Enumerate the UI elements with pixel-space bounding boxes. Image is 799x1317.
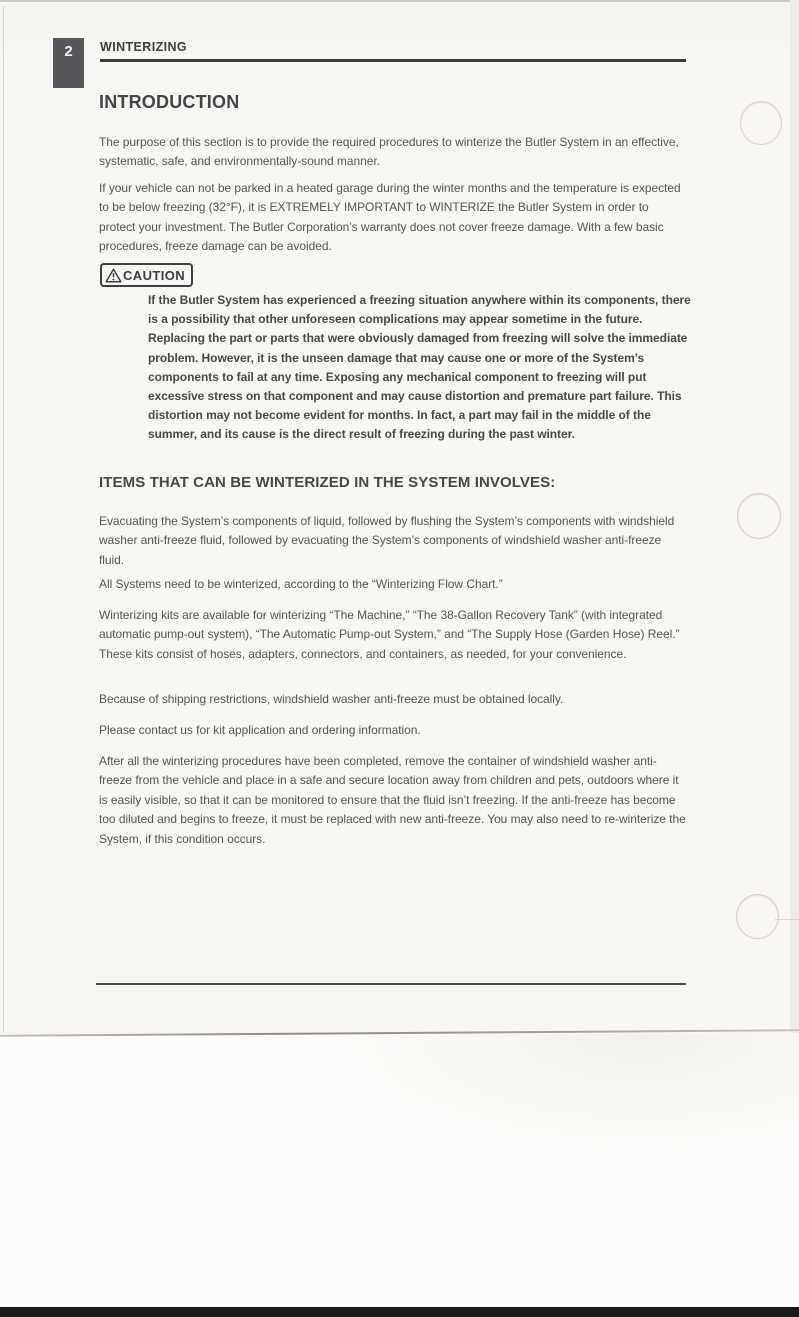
binder-hole-mark	[736, 894, 779, 939]
items-paragraph-2: All Systems need to be winterized, according to the “Winterizing Flow Chart.”	[99, 577, 503, 591]
chapter-number: 2	[64, 43, 73, 60]
warning-triangle-icon	[105, 268, 122, 283]
section-heading-introduction: INTRODUCTION	[99, 92, 240, 112]
chapter-tab	[53, 38, 84, 88]
scanner-backing-sheet	[0, 1034, 799, 1307]
scan-line-artifact	[775, 919, 799, 920]
caution-text: If the Butler System has experienced a freezing situation anywhere within its components, there is a possibility that other unforeseen complications may appear sometime in the future. Replacing the part or parts that were obviously damaged from freezing will solve the immediate problem. However, it is the unseen damage that may cause one or more of the System’s components to fail at any time. Exposing any mechanical component to freezing will put excessive stress on that component and may cause distortion and premature part failure. This distortion may not become evident for months. In fact, a part may fail in the middle of the summer, and its cause is the direct result of freezing during the past winter.	[148, 293, 691, 442]
scan-left-edge	[3, 6, 4, 1032]
binder-hole-mark	[737, 493, 781, 539]
items-paragraph-3: Winterizing kits are available for winterizing “The Machine,” “The 38-Gallon Recovery Tank” (with integrated automatic pump-out system), “The Automatic Pump-out System,” and “The Supply Hose (Garden Hose) Reel.” These kits consist of hoses, adapters, connectors, and containers, as needed, for your convenience.	[99, 608, 680, 661]
intro-paragraph-2: If your vehicle can not be parked in a heated garage during the winter months and the temperature is expected to be below freezing (32°F), it is EXTREMELY IMPORTANT to WINTERIZE the Butler System in order to protect your investment. The Butler Corporation’s warranty does not cover freeze damage. With a few basic procedures, freeze damage can be avoided.	[99, 181, 681, 254]
header-rule	[100, 59, 686, 62]
binder-hole-mark	[740, 101, 782, 145]
intro-paragraph-1: The purpose of this section is to provide the required procedures to winterize the Butler System in an effective, systematic, safe, and environmentally-sound manner.	[99, 135, 679, 169]
caution-label: CAUTION	[123, 267, 186, 283]
items-paragraph-4: Because of shipping restrictions, windshield washer anti-freeze must be obtained locally.	[99, 692, 564, 706]
scan-right-edge	[790, 0, 799, 1033]
section-heading-items: ITEMS THAT CAN BE WINTERIZED IN THE SYSTEM INVOLVES:	[99, 474, 556, 491]
scan-bottom-band	[0, 1307, 799, 1317]
items-paragraph-6: After all the winterizing procedures have been completed, remove the container of windshield washer anti-freeze from the vehicle and place in a safe and secure location away from children and pets, outdoors where it is easily visible, so that it can be monitored to ensure that the fluid isn’t freezing. If the anti-freeze has become too diluted and begins to freeze, it must be replaced with new anti-freeze. You may also need to re-winterize the System, if this condition occurs.	[99, 754, 686, 846]
footer-rule	[96, 983, 686, 985]
scan-top-edge	[0, 0, 799, 2]
items-paragraph-5: Please contact us for kit application and ordering information.	[99, 723, 421, 737]
chapter-title: WINTERIZING	[100, 40, 188, 54]
items-paragraph-1: Evacuating the System’s components of liquid, followed by flushing the System’s components with windshield washer anti-freeze fluid, followed by evacuating the System’s components of windshield washer anti-freeze fluid.	[99, 514, 675, 567]
caution-label-box	[100, 263, 193, 287]
